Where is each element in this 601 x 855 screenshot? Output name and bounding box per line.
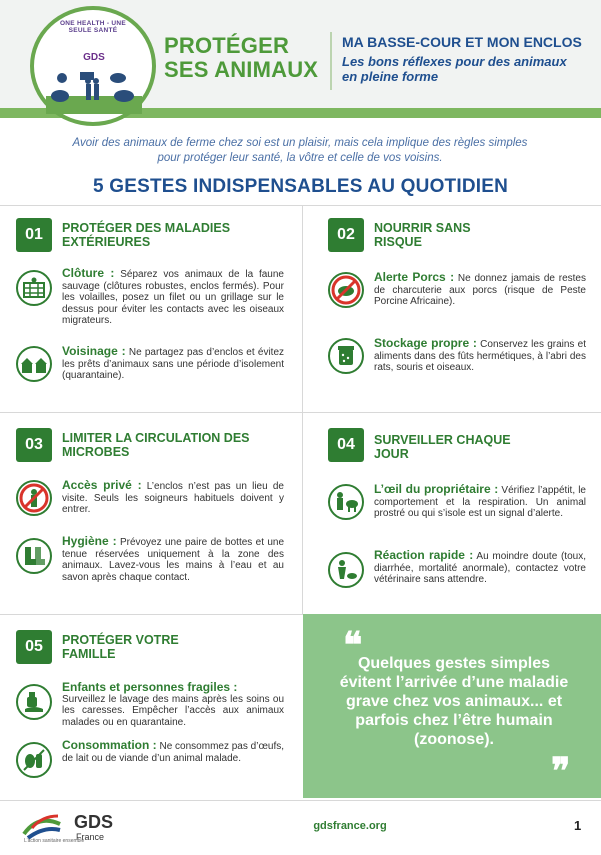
section-number: 01: [16, 218, 52, 252]
page-number: 1: [574, 818, 582, 833]
open-quote-icon: ❝: [343, 624, 363, 666]
divider: [302, 205, 303, 614]
subtitle: MA BASSE-COUR ET MON ENCLOS: [342, 34, 582, 50]
divider: [0, 614, 303, 615]
item-storage: Stockage propre : Conservez les grains et aliments dans des fûts hermétiques, à l’abri des rats, souris et oiseaux.: [374, 336, 586, 374]
section-title: PROTÉGER VOTRE FAMILLE: [62, 633, 179, 661]
footer-divider: [0, 800, 601, 801]
boots-icon: [16, 538, 52, 574]
intro-text: Avoir des animaux de ferme chez soi est un plaisir, mais cela implique des règles simples pour protéger leur santé, la vôtre et celle de vos voisins.: [72, 137, 528, 164]
item-fence: Clôture : Séparez vos animaux de la faune sauvage (clôtures robustes, enclos fermés). Pour les volailles, posez un filet ou un grillage sur le dessus pour éviter les contacts avec les oiseaux migrateurs.: [62, 266, 284, 327]
close-quote-icon: ❞: [551, 750, 571, 792]
page-title-line1: PROTÉGER: [164, 33, 290, 58]
neighbour-icon: [16, 346, 52, 382]
quote-box: [303, 614, 601, 798]
page-title: [164, 34, 318, 82]
footer-logo-sub: France: [76, 832, 105, 842]
farm-animals-icon: [46, 66, 142, 114]
no-entry-icon: [16, 480, 52, 516]
item-consumption: Consommation : Ne consommez pas d’œufs, de lait ou de viande d’un animal malade.: [62, 738, 284, 764]
footer-logo-name: GDS: [74, 812, 114, 832]
section-title: PROTÉGER DES MALADIES EXTÉRIEURES: [62, 221, 231, 249]
page-title-line2: SES ANIMAUX: [164, 57, 319, 82]
quick-reaction-icon: [328, 552, 364, 588]
item-quick-reaction: Réaction rapide : Au moindre doute (toux, diarrhée, mortalité anormale), contactez votre vétérinaire sans attendre.: [374, 548, 586, 586]
feed-bin-icon: [328, 338, 364, 374]
header-divider: [330, 32, 332, 90]
logo-gds-text: GDS: [83, 52, 105, 63]
item-hygiene: Hygiène : Prévoyez une paire de bottes et une tenue réservées uniquement à la zone des animaux. Lavez-vous les mains à l’eau et au savon après chaque contact.: [62, 534, 284, 583]
footer-website-link[interactable]: gdsfrance.org: [313, 820, 387, 832]
owner-watch-icon: [328, 484, 364, 520]
section-number: 04: [328, 428, 364, 462]
section-title: LIMITER LA CIRCULATION DES MICROBES: [62, 431, 250, 459]
subtitle-description: Les bons réflexes pour des animaux en pleine forme: [342, 54, 567, 84]
no-pig-food-icon: [328, 272, 364, 308]
fence-icon: [16, 270, 52, 306]
item-vulnerable-people: Enfants et personnes fragiles : Surveillez le lavage des mains après les soins ou les caresses. Empêcher l’accès aux animaux malades ou en quarantaine.: [62, 680, 284, 728]
item-owner-eye: L’œil du propriétaire : Vérifiez l’appétit, le comportement et la respiration. Un animal prostré ou qui s’isole est un signal d’alerte.: [374, 482, 586, 520]
logo-arc-text: ONE HEALTH - UNE SEULE SANTÉ: [59, 20, 127, 34]
header: [0, 0, 601, 118]
footer-tagline: L’action sanitaire ensemble: [24, 838, 85, 844]
main-heading: 5 GESTES INDISPENSABLES AU QUOTIDIEN: [92, 176, 509, 197]
no-consumption-icon: [16, 742, 52, 778]
section-number: 03: [16, 428, 52, 462]
item-neighbour: Voisinage : Ne partagez pas d’enclos et évitez les prêts d’animaux sans une période d’isolement (quarantaine).: [62, 344, 285, 382]
divider: [0, 205, 601, 206]
section-title: SURVEILLER CHAQUE JOUR: [374, 433, 511, 461]
quote-text: Quelques gestes simples évitent l’arrivée d’une maladie grave chez vos animaux... et parfois chez l’être humain (zoonose).: [339, 655, 569, 748]
section-number: 05: [16, 630, 52, 664]
section-number: 02: [328, 218, 364, 252]
item-private-access: Accès privé : L’enclos n’est pas un lieu de visite. Seuls les soigneurs habituels doivent y entrer.: [62, 478, 284, 516]
divider: [0, 412, 601, 413]
hand-wash-icon: [16, 684, 52, 720]
one-health-logo: [30, 6, 156, 126]
item-pig-alert: Alerte Porcs : Ne donnez jamais de restes de charcuterie aux porcs (risque de Peste Porcine Africaine).: [374, 270, 586, 308]
section-title: NOURRIR SANS RISQUE: [374, 221, 471, 249]
